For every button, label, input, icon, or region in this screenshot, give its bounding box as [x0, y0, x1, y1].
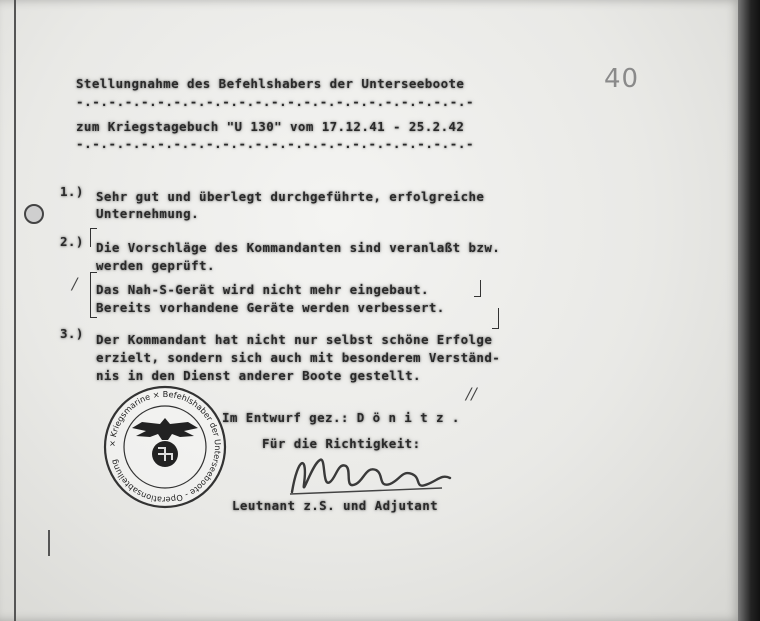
item-2-line-1: Die Vorschläge des Kommandanten sind veranlaßt bzw.	[96, 240, 501, 255]
item-3-line-3: nis in den Dienst anderer Boote gestellt.	[96, 368, 421, 383]
item-2-line-4: Bereits vorhandene Geräte werden verbessert.	[96, 300, 445, 315]
item-3-line-2: erzielt, sondern sich auch mit besonderem Verständ-	[96, 350, 501, 365]
title-rule-1: -.-.-.-.-.-.-.-.-.-.-.-.-.-.-.-.-.-.-.-.-.-.-.-.-	[76, 94, 475, 109]
item-1-line-1: Sehr gut und überlegt durchgeführte, erfolgreiche	[96, 189, 485, 204]
signatory-title: Leutnant z.S. und Adjutant	[232, 498, 439, 513]
margin-line	[14, 0, 16, 621]
title-line-2: zum Kriegstagebuch "U 130" vom 17.12.41 - 25.2.42	[76, 119, 465, 134]
item-number-3: 3.)	[60, 326, 84, 341]
item-number-2: 2.)	[60, 234, 84, 249]
bracket-open-mid	[90, 272, 97, 318]
punch-hole	[24, 204, 44, 224]
bracket-close-1	[474, 280, 481, 297]
bracket-open-top	[90, 228, 97, 247]
item-2-line-2: werden geprüft.	[96, 258, 215, 273]
item-3-line-1: Der Kommandant hat nicht nur selbst schöne Erfolge	[96, 332, 493, 347]
title-line-1: Stellungnahme des Befehlshabers der Unterseeboote	[76, 76, 465, 91]
title-rule-2: -.-.-.-.-.-.-.-.-.-.-.-.-.-.-.-.-.-.-.-.-.-.-.-.-	[76, 136, 475, 151]
certification-line: Für die Richtigkeit:	[262, 436, 421, 451]
item-1-line-2: Unternehmung.	[96, 206, 200, 221]
page-number: 40	[604, 64, 640, 94]
handwritten-signature	[282, 444, 462, 506]
hand-mark: //	[466, 384, 477, 403]
pencil-mark: /	[72, 274, 78, 293]
official-stamp	[102, 384, 228, 510]
margin-tick	[48, 530, 50, 556]
page-edge-shadow	[738, 0, 760, 621]
item-2-line-3: Das Nah-S-Gerät wird nicht mehr eingebaut.	[96, 282, 429, 297]
item-number-1: 1.)	[60, 184, 84, 199]
draft-signature-line: Im Entwurf gez.: D ö n i t z .	[222, 410, 460, 425]
stamp-ring-text: × Kriegsmarine × Befehlshaber der Unterseeboote - Operationsabteilung	[106, 388, 224, 506]
bracket-close-2	[492, 308, 499, 329]
